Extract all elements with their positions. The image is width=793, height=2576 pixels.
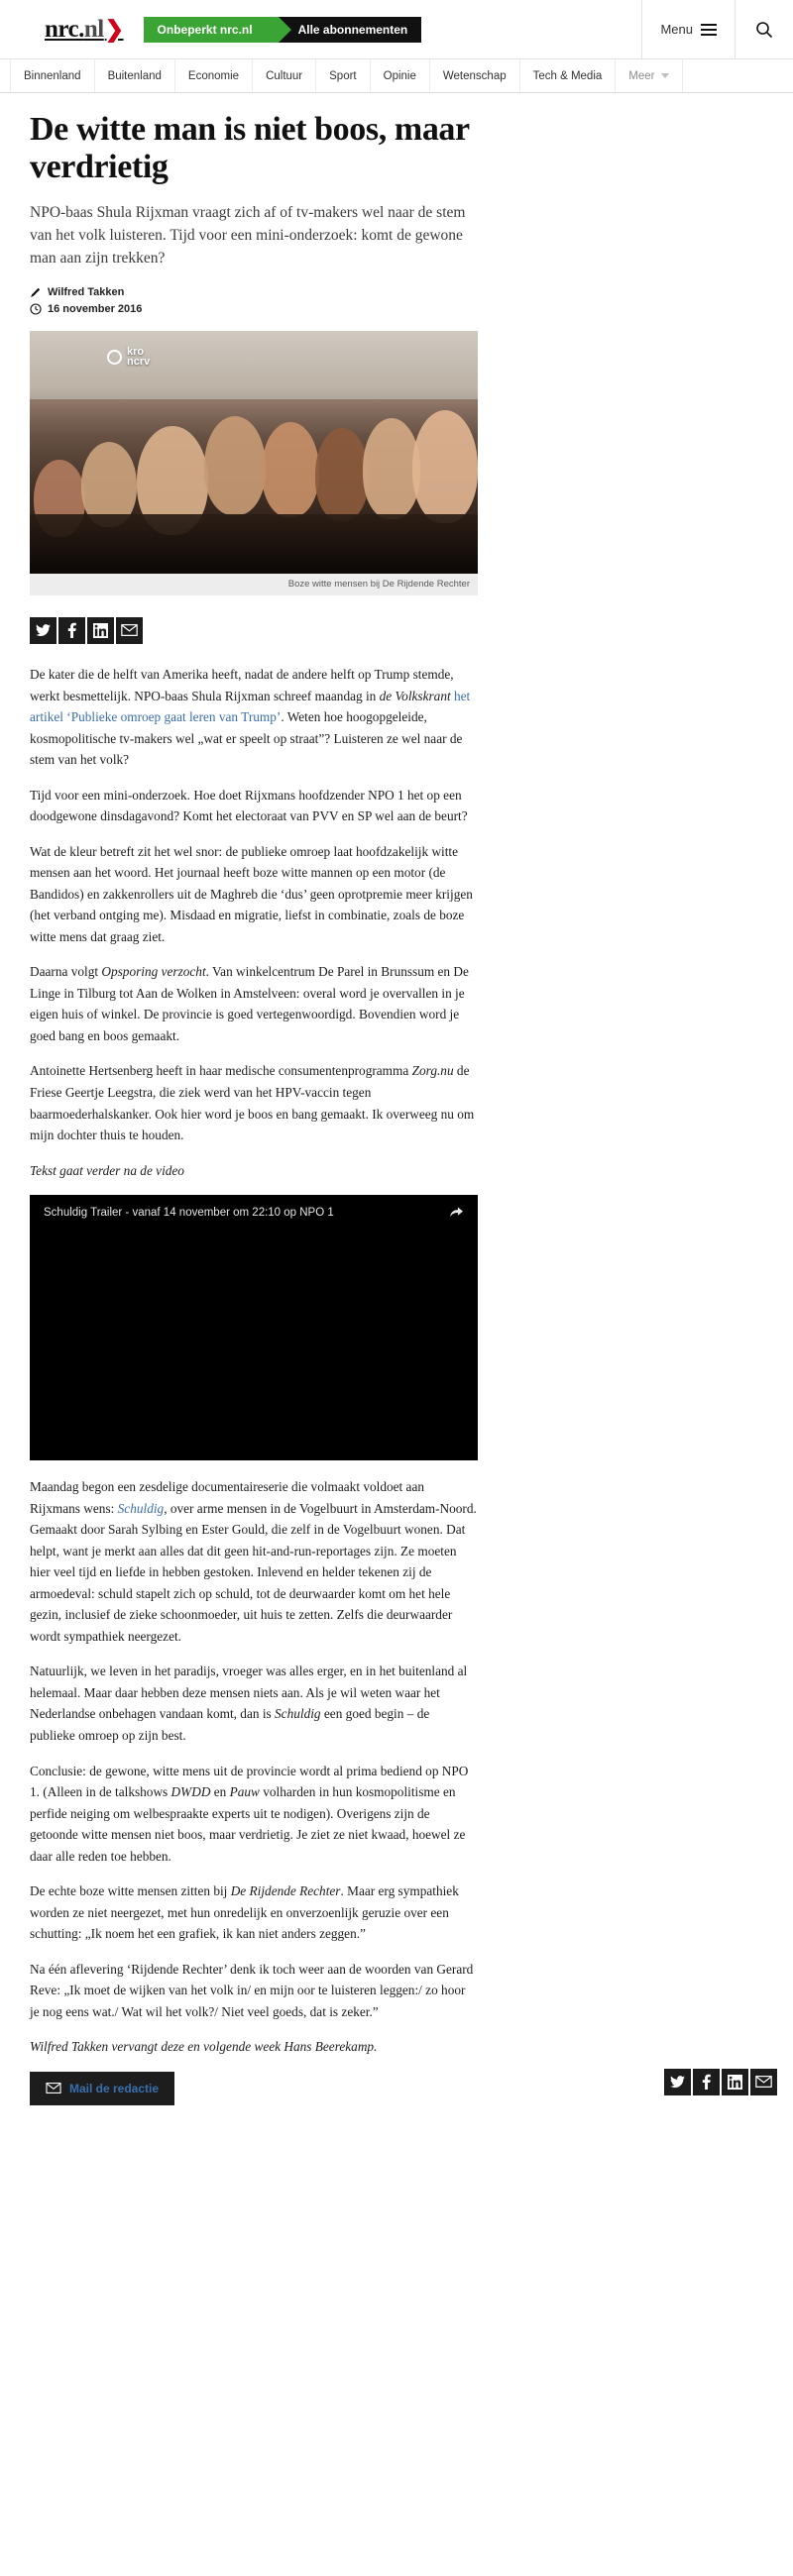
promo-all-subscriptions-label[interactable]: Alle abonnementen: [279, 17, 422, 43]
facebook-icon: [67, 622, 76, 638]
program-title-italic: Pauw: [229, 1784, 260, 1800]
pencil-icon: [30, 286, 42, 298]
twitter-icon: [36, 624, 51, 637]
article-paragraph: Na één aflevering ‘Rijdende Rechter’ denk ik toch weer aan de woorden van Gerard Reve: „Ik moet de wijken van het volk in/ en mijn oor te luisteren leggen:/ zo hoor je nog eens wat./ Wat wil het volk?/ Niet veel goeds, dat is zeker.”: [30, 1961, 474, 2019]
paragraph-text: Daarna volgt: [30, 964, 102, 980]
paragraph-text: Maandag begon een zesdelige documentaireserie die volmaakt voldoet aan Rijxmans wens:: [30, 1479, 425, 1516]
author-name: Wilfred Takken: [48, 285, 125, 298]
nav-label: Wetenschap: [442, 69, 507, 82]
search-button[interactable]: [735, 0, 793, 59]
video-cue-text: Tekst gaat verder na de video: [30, 1162, 184, 1178]
main-navigation: [0, 59, 793, 93]
linkedin-icon: [93, 623, 108, 638]
site-logo[interactable]: [45, 17, 124, 42]
nav-item-cultuur[interactable]: [253, 59, 316, 92]
twitter-share-button[interactable]: [30, 617, 57, 644]
linkedin-icon: [728, 2075, 742, 2090]
page-wrapper: [0, 93, 793, 2105]
byline-author-row: [30, 286, 478, 298]
page-title: De witte man is niet boos, maar verdrietig: [30, 111, 470, 186]
article-paragraph: Tijd voor een mini-onderzoek. Hoe doet Rijxmans hoofdzender NPO 1 het op een doodgewone dinsdagavond? Komt het electoraat van PVV en SP wel aan de beurt?: [30, 787, 468, 824]
menu-button[interactable]: [641, 0, 735, 59]
photo-figure: [204, 416, 266, 515]
paragraph-text: een goed begin – de publieke omroep op zijn best.: [30, 1706, 430, 1743]
mail-button-label: Mail de redactie: [69, 2081, 160, 2095]
clock-icon: [30, 303, 42, 315]
paragraph-text: Conclusie: de gewone, witte mens uit de provincie wordt al prima bediend op NPO 1. (Alleen in de talkshows: [30, 1763, 469, 1800]
article-paragraph: [30, 1880, 478, 1945]
video-title: Schuldig Trailer - vanaf 14 november om 22:10 op NPO 1: [44, 1207, 334, 1220]
inline-article-link[interactable]: het artikel ‘Publieke omroep gaat leren van Trump’: [30, 688, 471, 725]
paragraph-text: Natuurlijk, we leven in het paradijs, vroeger was alles erger, en in het buitenland al helemaal. Maar daar hebben deze mensen niets aan. Als je wil weten waar het Nederlandse onbehagen vandaan komt, dan is: [30, 1664, 468, 1722]
program-title-italic: De Rijdende Rechter: [230, 1883, 341, 1899]
facebook-share-button[interactable]: [58, 617, 85, 644]
logo-nrc-text: nrc.: [45, 16, 84, 43]
broadcaster-watermark: [107, 347, 150, 368]
nav-label: Cultuur: [266, 69, 303, 82]
nav-item-economie[interactable]: [175, 59, 253, 92]
program-title-italic: Schuldig: [275, 1706, 321, 1722]
facebook-icon: [702, 2074, 711, 2090]
nav-label: Sport: [329, 69, 357, 82]
paragraph-text: . Maar erg sympathiek worden ze niet neergezet, met hun onredelijk en onverzoenlijk geruzie over een schutting: „Ik noem het een grafiek, ik kan niet anders zeggen.”: [30, 1883, 459, 1942]
article-paragraph: [30, 1476, 478, 1647]
article-paragraph: [30, 961, 478, 1046]
share-bar-top: [30, 617, 478, 644]
article-paragraph: Wat de kleur betreft zit het wel snor: de publieke omroep laat hoofdzakelijk witte mensen aan het woord. Het journaal heeft boze witte mannen op een motor (de Bandidos) en zakkenrollers uit de Maghreb die ‘dus’ geen oprotpremie meer krijgen (het verband ontging me). Misdaad en migratie, liefst in combinatie, zoals de boze witte mens dat graag ziet.: [30, 843, 473, 944]
publish-date: 16 november 2016: [48, 302, 143, 315]
hamburger-icon: [701, 24, 717, 36]
article-body: [30, 664, 478, 2105]
paragraph-text: en: [210, 1784, 230, 1800]
watermark-line-2: ncrv: [127, 356, 151, 369]
envelope-icon: [755, 2076, 772, 2088]
watermark-text: [127, 347, 150, 368]
envelope-icon: [46, 2083, 61, 2093]
inline-series-link[interactable]: Schuldig: [117, 1500, 165, 1516]
author-footnote: Wilfred Takken vervangt deze en volgende week Hans Beerekamp.: [30, 2039, 378, 2055]
paragraph-text: , over arme mensen in de Vogelbuurt in Amsterdam-Noord. Gemaakt door Sarah Sylbing en Ester Gould, die zelf in de Vogelbuurt wonen. Dat helpt, want je merkt aan alles dat dit geen hit-and-run-reportages zijn. Ze moeten hier veel tijd en liefde in hebben gestoken. Inlevend en helder tekenen zij de armoedeval: schuld stapelt zich op schuld, tot de deurwaarder komt om het hele gezin, inclusief de zieke schoonmoeder, uit huis te zetten. Zelfs die deurwaarder wordt sympathiek neergezet.: [30, 1500, 477, 1644]
email-share-button[interactable]: [116, 617, 143, 644]
nav-label: Tech & Media: [532, 69, 603, 82]
photo-figure: [315, 428, 369, 521]
email-share-button[interactable]: [750, 2069, 777, 2095]
article-figure: [30, 331, 478, 595]
photo-figure: [412, 410, 478, 523]
article: [30, 93, 478, 2105]
article-photo: [30, 331, 478, 574]
share-bar-bottom: [664, 2069, 777, 2095]
article-paragraph: [30, 1661, 478, 1746]
logo-tld-text: nl: [83, 16, 104, 43]
article-lead: NPO-baas Shula Rijxman vraagt zich af of tv-makers wel naar de stem van het volk luisteren. Tijd voor een mini-onderzoek: komt de gewone man aan zijn trekken?: [30, 204, 466, 268]
article-paragraph: [30, 1060, 478, 1145]
envelope-icon: [121, 624, 138, 636]
paragraph-text: de Friese Geertje Leegstra, die ziek werd van het HPV-vaccin tegen baarmoederhalskanker. Ook hier word je boos en bang gemaakt. Ik overweeg nu om mijn dochter thuis te houden.: [30, 1063, 475, 1143]
paragraph-text: De echte boze witte mensen zitten bij: [30, 1883, 231, 1899]
promo-unlimited-label[interactable]: Onbeperkt nrc.nl: [144, 17, 279, 43]
linkedin-share-button[interactable]: [87, 617, 114, 644]
linkedin-share-button[interactable]: [722, 2069, 748, 2095]
photo-foreground-shadow: [30, 514, 478, 574]
nav-label: Buitenland: [107, 69, 162, 82]
nav-item-binnenland[interactable]: [10, 59, 95, 92]
video-embed[interactable]: [30, 1195, 478, 1460]
nav-item-buitenland[interactable]: [95, 59, 175, 92]
source-title-italic: de Volkskrant: [379, 688, 451, 703]
paragraph-text: . Van winkelcentrum De Parel in Brunssum en De Linge in Tilburg tot Aan de Wolken in Amstelveen: overal word je overvallen in je eigen huis of winkel. De provincie is goed vertegenwoordigd. Bovendien word je goed bang en boos gemaakt.: [30, 964, 469, 1043]
nav-item-sport[interactable]: [316, 59, 371, 92]
article-paragraph: [30, 664, 478, 771]
chevron-down-icon: [661, 73, 669, 78]
nav-item-wetenschap[interactable]: [430, 59, 520, 92]
twitter-icon: [670, 2076, 685, 2089]
search-icon: [755, 21, 773, 39]
watermark-line-1: kro: [127, 345, 145, 358]
nav-label: Meer: [628, 69, 655, 82]
site-header: [0, 0, 793, 59]
byline-date-row: [30, 303, 478, 315]
article-paragraph: [30, 1761, 478, 1868]
menu-label: Menu: [660, 22, 693, 37]
twitter-share-button[interactable]: [664, 2069, 691, 2095]
share-arrow-icon: [449, 1206, 464, 1219]
paragraph-text: . Weten hoe hoogopgeleide, kosmopolitische tv-makers wel „wat er speelt op straat”? Luisteren ze wel naar de stem van het volk?: [30, 709, 463, 768]
nav-label: Economie: [187, 69, 240, 82]
video-share-button[interactable]: [449, 1206, 464, 1224]
mail-editorial-button[interactable]: [30, 2072, 174, 2105]
nav-label: Binnenland: [24, 69, 81, 82]
facebook-share-button[interactable]: [693, 2069, 720, 2095]
logo-arrow-icon: ❯: [104, 17, 124, 42]
nav-item-opinie[interactable]: [371, 59, 430, 92]
paragraph-text: Antoinette Hertsenberg heeft in haar medische consumentenprogramma: [30, 1063, 412, 1079]
program-title-italic: Opsporing verzocht: [101, 964, 206, 980]
paragraph-text: volharden in hun kosmopolitisme en perfide neiging om welbespraakte experts uit te nodigen). Overigens zijn de getoonde witte mensen niet boos, maar verdrietig. Je ziet ze niet kwaad, hoewel ze daar alle reden toe hebben.: [30, 1784, 466, 1864]
kro-ring-icon: [107, 350, 122, 365]
photo-figure: [262, 422, 319, 517]
byline: [30, 286, 478, 315]
nav-label: Opinie: [383, 69, 416, 82]
program-title-italic: DWDD: [170, 1784, 211, 1800]
header-actions: [641, 0, 793, 59]
nav-item-meer[interactable]: [616, 59, 682, 92]
nav-item-tech-media[interactable]: [520, 59, 617, 92]
program-title-italic: Zorg.nu: [411, 1063, 454, 1079]
figure-caption: Boze witte mensen bij De Rijdende Rechter: [30, 574, 478, 595]
paragraph-text: De kater die de helft van Amerika heeft, nadat de andere helft op Trump stemde, werkt besmettelijk. NPO-baas Shula Rijxman schreef maandag in: [30, 666, 454, 703]
subscription-promo-banner[interactable]: [144, 17, 422, 43]
